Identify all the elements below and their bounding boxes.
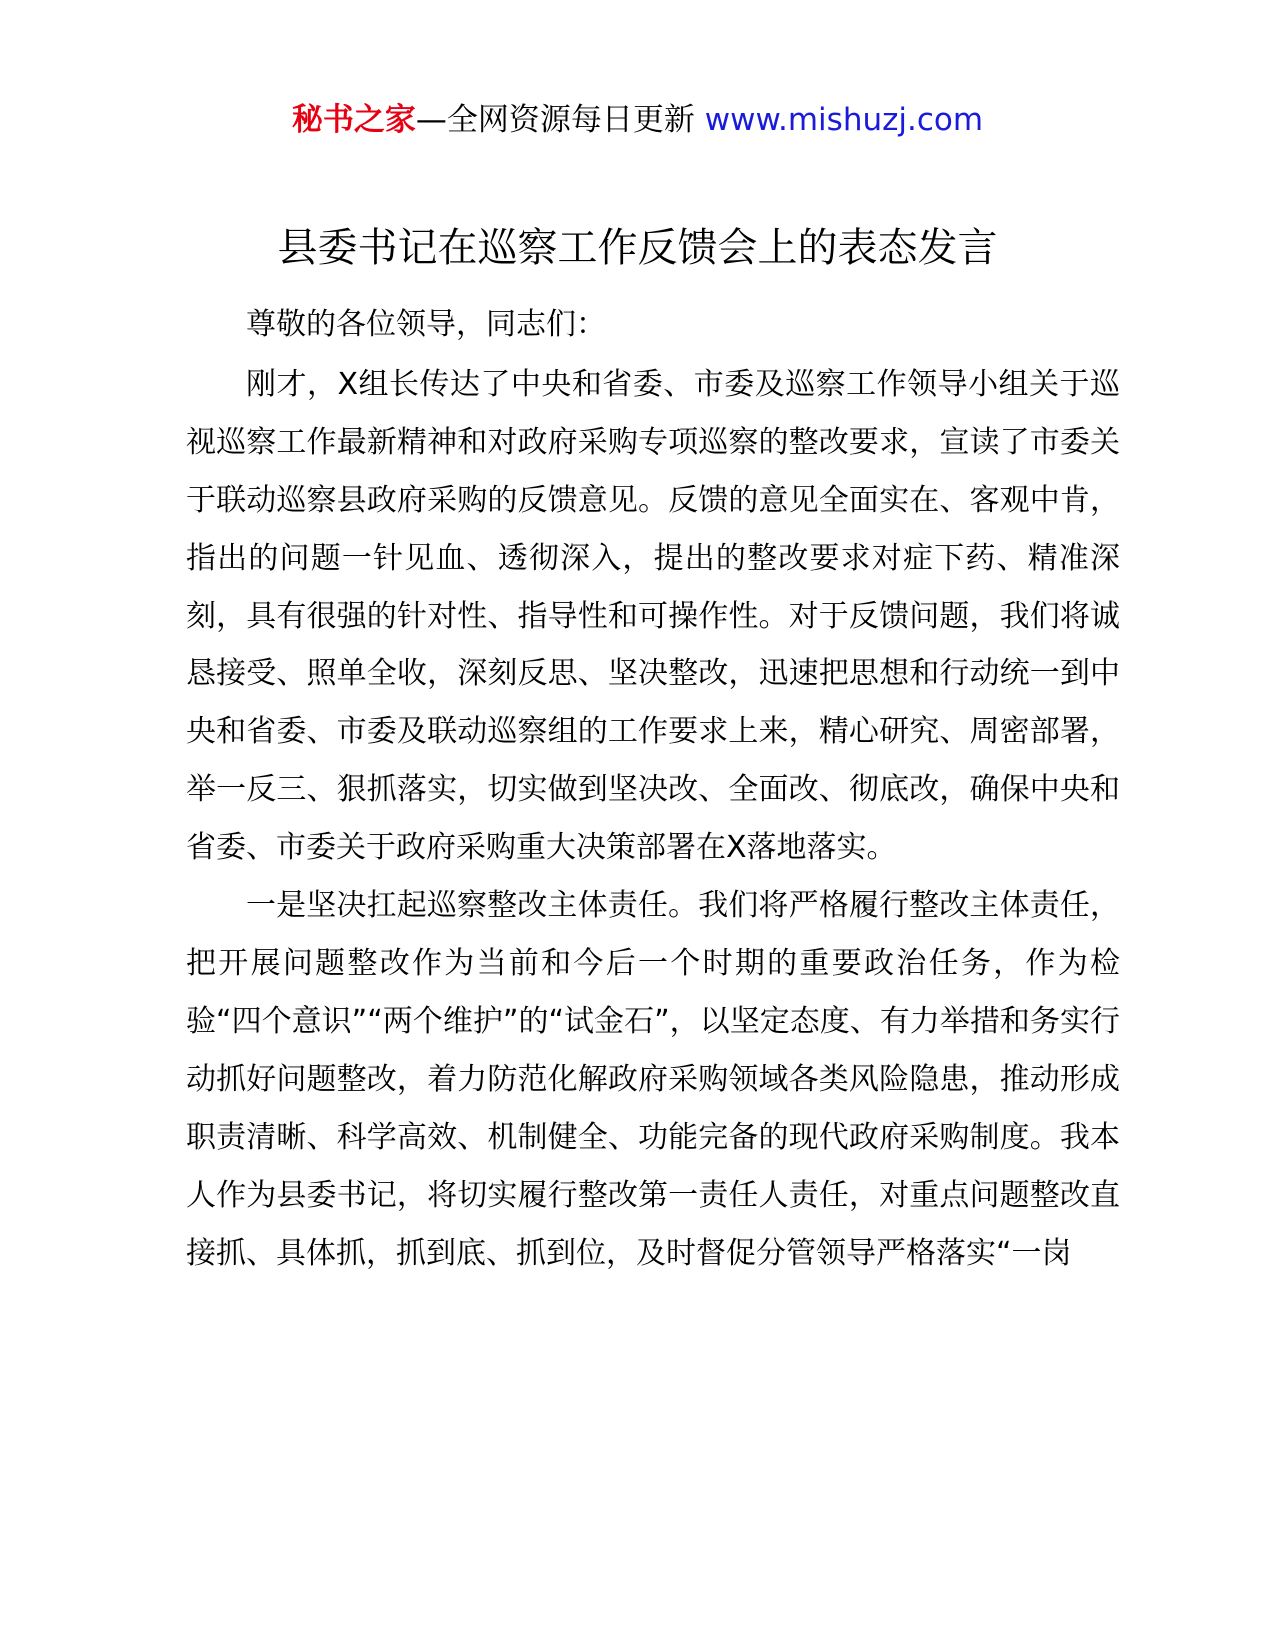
site-tagline: —全网资源每日更新 [415, 102, 705, 138]
salutation: 尊敬的各位领导，同志们： [246, 307, 606, 342]
document-title: 县委书记在巡察工作反馈会上的表态发言 [277, 225, 998, 271]
paragraph-2: 一是坚决扛起巡察整改主体责任。我们将严格履行整改主体责任，把开展问题整改作为当前和今后一个时期的重要政治任务，作为检验“四个意识”“两个维护”的“试金石”，以坚定态度、有力举措和务实行动抓好问题整改，着力防范化解政府采购领域各类风险隐患，推动形成职责清晰、科学高效、机制健全、功能完备的现代政府采购制度。我本人作为县委书记，将切实履行整改第一责任人责任，对重点问题整改直接抓、具体抓，抓到底、抓到位，及时督促分管领导严格落实“一岗 [186, 888, 1120, 1271]
site-header [0, 98, 1275, 142]
document-body [186, 296, 1120, 1282]
paragraph-1: 刚才，X组长传达了中央和省委、市委及巡察工作领导小组关于巡视巡察工作最新精神和对政府采购专项巡察的整改要求，宣读了市委关于联动巡察县政府采购的反馈意见。反馈的意见全面实在、客观中肯，指出的问题一针见血、透彻深入，提出的整改要求对症下药、精准深刻，具有很强的针对性、指导性和可操作性。对于反馈问题，我们将诚恳接受、照单全收，深刻反思、坚决整改，迅速把思想和行动统一到中央和省委、市委及联动巡察组的工作要求上来，精心研究、周密部署，举一反三、狠抓落实，切实做到坚决改、全面改、彻底改，确保中央和省委、市委关于政府采购重大决策部署在X落地落实。 [186, 366, 1120, 866]
site-brand: 秘书之家 [291, 102, 416, 138]
site-url-link[interactable]: www.mishuzj.com [704, 102, 984, 138]
